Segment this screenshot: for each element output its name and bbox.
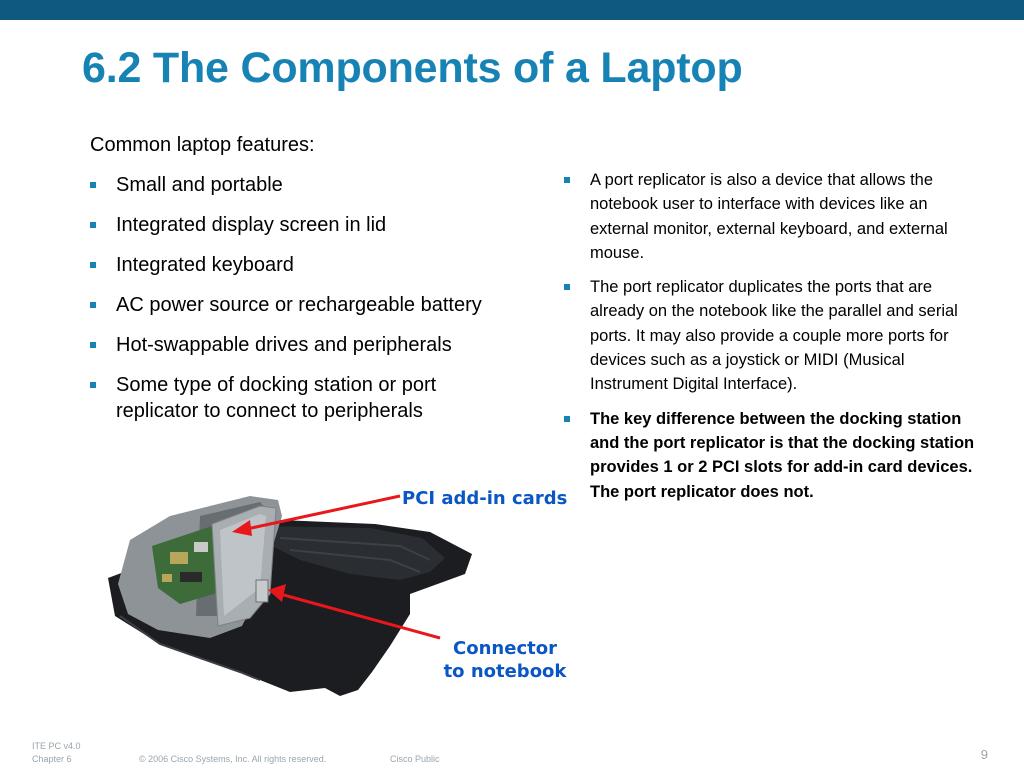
list-item-text: The port replicator duplicates the ports that are already on the notebook like the parallel and serial ports. It may also provide a couple more ports for devices such as a joystick or MIDI (Musical Instrument Digital Interface).	[590, 278, 958, 394]
square-bullet-icon	[90, 262, 96, 268]
square-bullet-icon	[564, 416, 570, 422]
square-bullet-icon	[564, 177, 570, 183]
list-item	[90, 372, 520, 424]
list-item	[90, 252, 520, 278]
callout-connector-line1: Connector	[453, 638, 557, 659]
port-replicator-list	[564, 168, 984, 504]
left-column	[90, 132, 520, 438]
list-item	[90, 172, 520, 198]
square-bullet-icon	[90, 302, 96, 308]
square-bullet-icon	[90, 222, 96, 228]
square-bullet-icon	[90, 382, 96, 388]
list-item-text: Integrated keyboard	[116, 254, 294, 276]
callout-connector-label	[436, 637, 574, 683]
chip	[170, 552, 188, 564]
square-bullet-icon	[90, 342, 96, 348]
footer-copyright: © 2006 Cisco Systems, Inc. All rights reserved.	[139, 754, 327, 764]
footer-classification: Cisco Public	[390, 754, 440, 764]
chip	[162, 574, 172, 582]
slide-title: 6.2 The Components of a Laptop	[82, 44, 743, 92]
list-item-text: A port replicator is also a device that allows the notebook user to interface with devices like an external monitor, external keyboard, and external mouse.	[590, 171, 948, 262]
right-column	[564, 168, 984, 514]
list-item-text: AC power source or rechargeable battery	[116, 294, 482, 316]
callout-connector-line2: to notebook	[443, 661, 567, 682]
chip	[194, 542, 208, 552]
list-item	[90, 332, 520, 358]
list-item-text: The key difference between the docking station and the port replicator is that the docking station provides 1 or 2 PCI slots for add-in card devices. The port replicator does not.	[590, 409, 975, 501]
list-item	[90, 292, 520, 318]
list-item	[90, 212, 520, 238]
page-number: 9	[980, 747, 988, 762]
footer-chapter: Chapter 6	[32, 754, 72, 764]
chip	[180, 572, 202, 582]
list-item	[564, 275, 984, 396]
left-intro: Common laptop features:	[90, 134, 315, 156]
callout-pci-label: PCI add-in cards	[402, 488, 568, 509]
square-bullet-icon	[90, 182, 96, 188]
list-item-text: Integrated display screen in lid	[116, 214, 387, 236]
list-item-text: Small and portable	[116, 174, 283, 196]
top-bar	[0, 0, 1024, 20]
list-item-emphasis	[564, 407, 984, 504]
footer-course: ITE PC v4.0	[32, 741, 81, 751]
list-item	[564, 168, 984, 265]
notebook-connector	[256, 580, 268, 602]
list-item-text: Some type of docking station or port replicator to connect to peripherals	[116, 374, 437, 422]
square-bullet-icon	[564, 284, 570, 290]
feature-list	[90, 172, 520, 424]
list-item-text: Hot-swappable drives and peripherals	[116, 334, 452, 356]
